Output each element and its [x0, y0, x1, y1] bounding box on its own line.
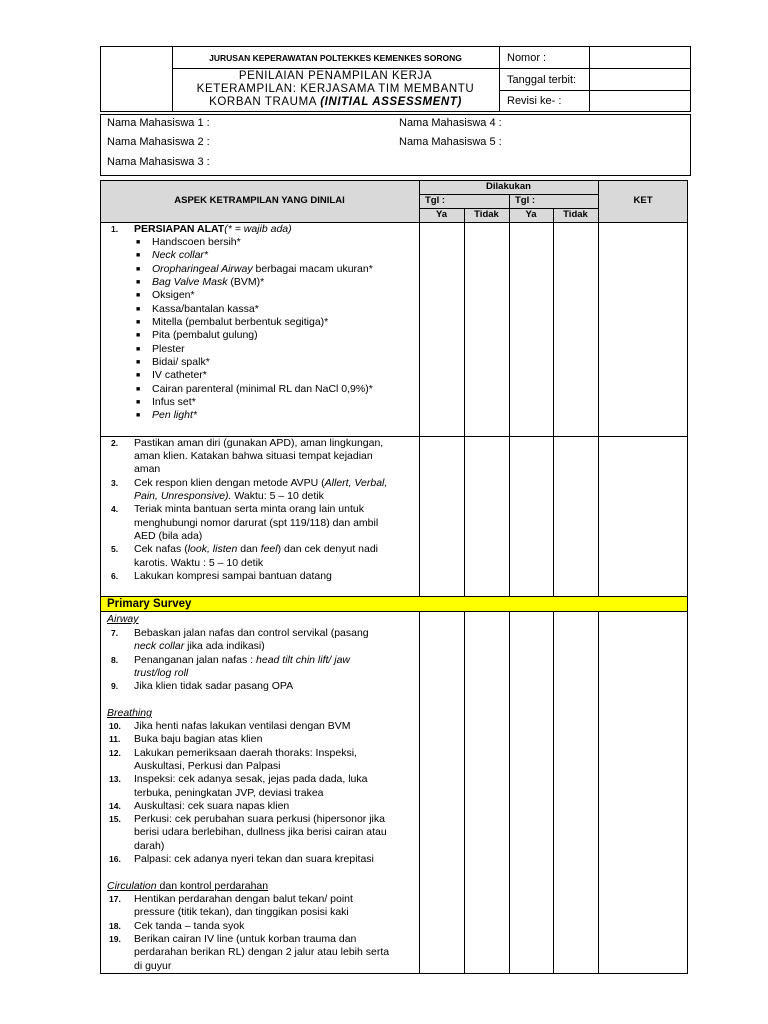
item-5-line-1: Cek nafas (look, listen dan feel) dan cek denyut nadi	[134, 543, 379, 555]
title-line-1: PENILAIAN PENAMPILAN KERJA	[238, 70, 433, 82]
item-18-line-1: Cek tanda – tanda syok	[134, 920, 245, 932]
tidak-header-2: Tidak	[563, 209, 588, 220]
persiapan-alat-title: PERSIAPAN ALAT(* = wajib ada)	[134, 223, 292, 235]
item-4-line-1: Teriak minta bantuan serta minta orang lain untuk	[134, 503, 364, 515]
item-7-line-2: neck collar jika ada indikasi)	[134, 640, 265, 652]
list-item: Oksigen*	[152, 289, 195, 301]
list-item: Bag Valve Mask (BVM)*	[152, 276, 265, 288]
item-19-line-3: di guyur	[134, 960, 172, 972]
dilakukan-header: Dilakukan	[486, 181, 531, 192]
list-item: Cairan parenteral (minimal RL dan NaCl 0,9%)*	[152, 383, 373, 395]
item-number: 16.	[109, 854, 121, 864]
nomor-label: Nomor :	[507, 52, 547, 64]
item-8-line-2: trust/log roll	[134, 667, 189, 679]
item-3-line-1: Cek respon klien dengan metode AVPU (Allert, Verbal,	[134, 477, 388, 489]
item-number: 19.	[109, 934, 121, 944]
item-number: 8.	[111, 655, 119, 665]
item-number: 9.	[111, 681, 119, 691]
item-number: 1.	[111, 224, 119, 234]
item-10-line-1: Jika henti nafas lakukan ventilasi dengan BVM	[134, 720, 351, 732]
item-19-line-2: perdarahan berikan RL) dengan 2 jalur atau lebih serta	[134, 946, 390, 958]
breathing-subheading: Breathing	[107, 707, 152, 719]
item-19-line-1: Berikan cairan IV line (untuk korban trauma dan	[134, 933, 357, 945]
student-2-label: Nama Mahasiswa 2 :	[107, 136, 210, 148]
list-item: Pen light*	[152, 409, 197, 421]
item-number: 6.	[111, 571, 119, 581]
list-item: Mitella (pembalut berbentuk segitiga)*	[152, 316, 329, 328]
item-7-line-1: Bebaskan jalan nafas dan control servikal (pasang	[134, 627, 369, 639]
ya-header-1: Ya	[435, 209, 448, 220]
item-17-line-1: Hentikan perdarahan dengan balut tekan/ point	[134, 893, 353, 905]
list-item: Bidai/ spalk*	[152, 356, 210, 368]
item-4-line-2: menghubungi nomor darurat (spt 119/118) dan ambil	[134, 517, 379, 529]
item-number: 5.	[111, 544, 119, 554]
item-number: 12.	[109, 748, 121, 758]
revisi-label: Revisi ke- :	[507, 95, 562, 107]
item-13-line-1: Inspeksi: cek adanya sesak, jejas pada dada, luka	[134, 773, 368, 785]
item-12-line-1: Lakukan pemeriksaan daerah thoraks: Inspeksi,	[134, 747, 357, 759]
student-4-label: Nama Mahasiswa 4 :	[399, 117, 502, 129]
list-item: Plester	[152, 343, 185, 355]
item-number: 17.	[109, 894, 121, 904]
item-15-line-1: Perkusi: cek perubahan suara perkusi (hipersonor jika	[134, 813, 385, 825]
item-4-line-3: AED (bila ada)	[134, 530, 203, 542]
ket-header: KET	[633, 195, 653, 206]
item-number: 15.	[109, 814, 121, 824]
item-number: 3.	[111, 478, 119, 488]
tanggal-terbit-label: Tanggal terbit:	[507, 74, 577, 86]
circulation-subheading: Circulation dan kontrol perdarahan	[107, 880, 269, 892]
primary-survey-title: Primary Survey	[107, 598, 192, 610]
item-number: 11.	[109, 734, 121, 744]
tgl-header-1: Tgl :	[425, 195, 446, 206]
item-number: 2.	[111, 438, 119, 448]
list-item: Oropharingeal Airway berbagai macam ukuran*	[152, 263, 373, 275]
item-number: 13.	[109, 774, 121, 784]
item-number: 4.	[111, 504, 119, 514]
item-6-line-1: Lakukan kompresi sampai bantuan datang	[134, 570, 332, 582]
list-item: Kassa/bantalan kassa*	[152, 303, 259, 315]
item-2-line-1: Pastikan aman diri (gunakan APD), aman lingkungan,	[134, 437, 384, 449]
document-title	[172, 70, 499, 109]
item-13-line-2: terbuka, peningkatan JVP, deviasi trakea	[134, 787, 324, 799]
title-line-3: KORBAN TRAUMA (INITIAL ASSESSMENT)	[209, 96, 462, 108]
item-2-line-3: aman	[134, 463, 161, 475]
student-3-label: Nama Mahasiswa 3 :	[107, 156, 210, 168]
airway-subheading: Airway	[107, 613, 139, 625]
item-16-line-1: Palpasi: cek adanya nyeri tekan dan suara krepitasi	[134, 853, 374, 865]
item-15-line-2: berisi udara berlebihan, dullness jika berisi cairan atau	[134, 826, 387, 838]
ya-header-2: Ya	[525, 209, 537, 220]
item-11-line-1: Buka baju bagian atas klien	[134, 733, 263, 745]
item-14-line-1: Auskultasi: cek suara napas klien	[134, 800, 290, 812]
item-8-line-1: Penanganan jalan nafas : head tilt chin lift/ jaw	[134, 654, 350, 666]
title-line-2: KETERAMPILAN: KERJASAMA TIM MEMBANTU	[196, 83, 475, 95]
item-number: 14.	[109, 801, 121, 811]
item-15-line-3: darah)	[134, 840, 165, 852]
item-number: 7.	[111, 628, 119, 638]
list-item: Handscoen bersih*	[152, 236, 241, 248]
list-item: Neck collar*	[152, 249, 209, 261]
item-number: 10.	[109, 721, 121, 731]
item-number: 18.	[109, 921, 121, 931]
item-2-line-2: aman klien. Katakan bahwa situasi tempat kejadian	[134, 450, 373, 462]
tgl-header-2: Tgl :	[515, 195, 536, 206]
student-5-label: Nama Mahasiswa 5 :	[399, 136, 502, 148]
item-12-line-2: Auskultasi, Perkusi dan Palpasi	[134, 760, 281, 772]
item-9-line-1: Jika klien tidak sadar pasang OPA	[134, 680, 294, 692]
item-17-line-2: pressure (titik tekan), dan tinggikan posisi kaki	[134, 906, 349, 918]
institution-name: JURUSAN KEPERAWATAN POLTEKKES KEMENKES SORONG	[209, 53, 462, 63]
student-1-label: Nama Mahasiswa 1 :	[107, 117, 210, 129]
tidak-header-1: Tidak	[474, 209, 499, 220]
list-item: Infus set*	[152, 396, 196, 408]
aspek-header: ASPEK KETRAMPILAN YANG DINILAI	[174, 195, 345, 206]
list-item: Pita (pembalut gulung)	[152, 329, 258, 341]
item-3-line-2: Pain, Unresponsive). Waktu: 5 – 10 detik	[134, 490, 324, 502]
list-item: IV catheter*	[152, 369, 207, 381]
item-5-line-2: karotis. Waktu : 5 – 10 detik	[134, 557, 264, 569]
